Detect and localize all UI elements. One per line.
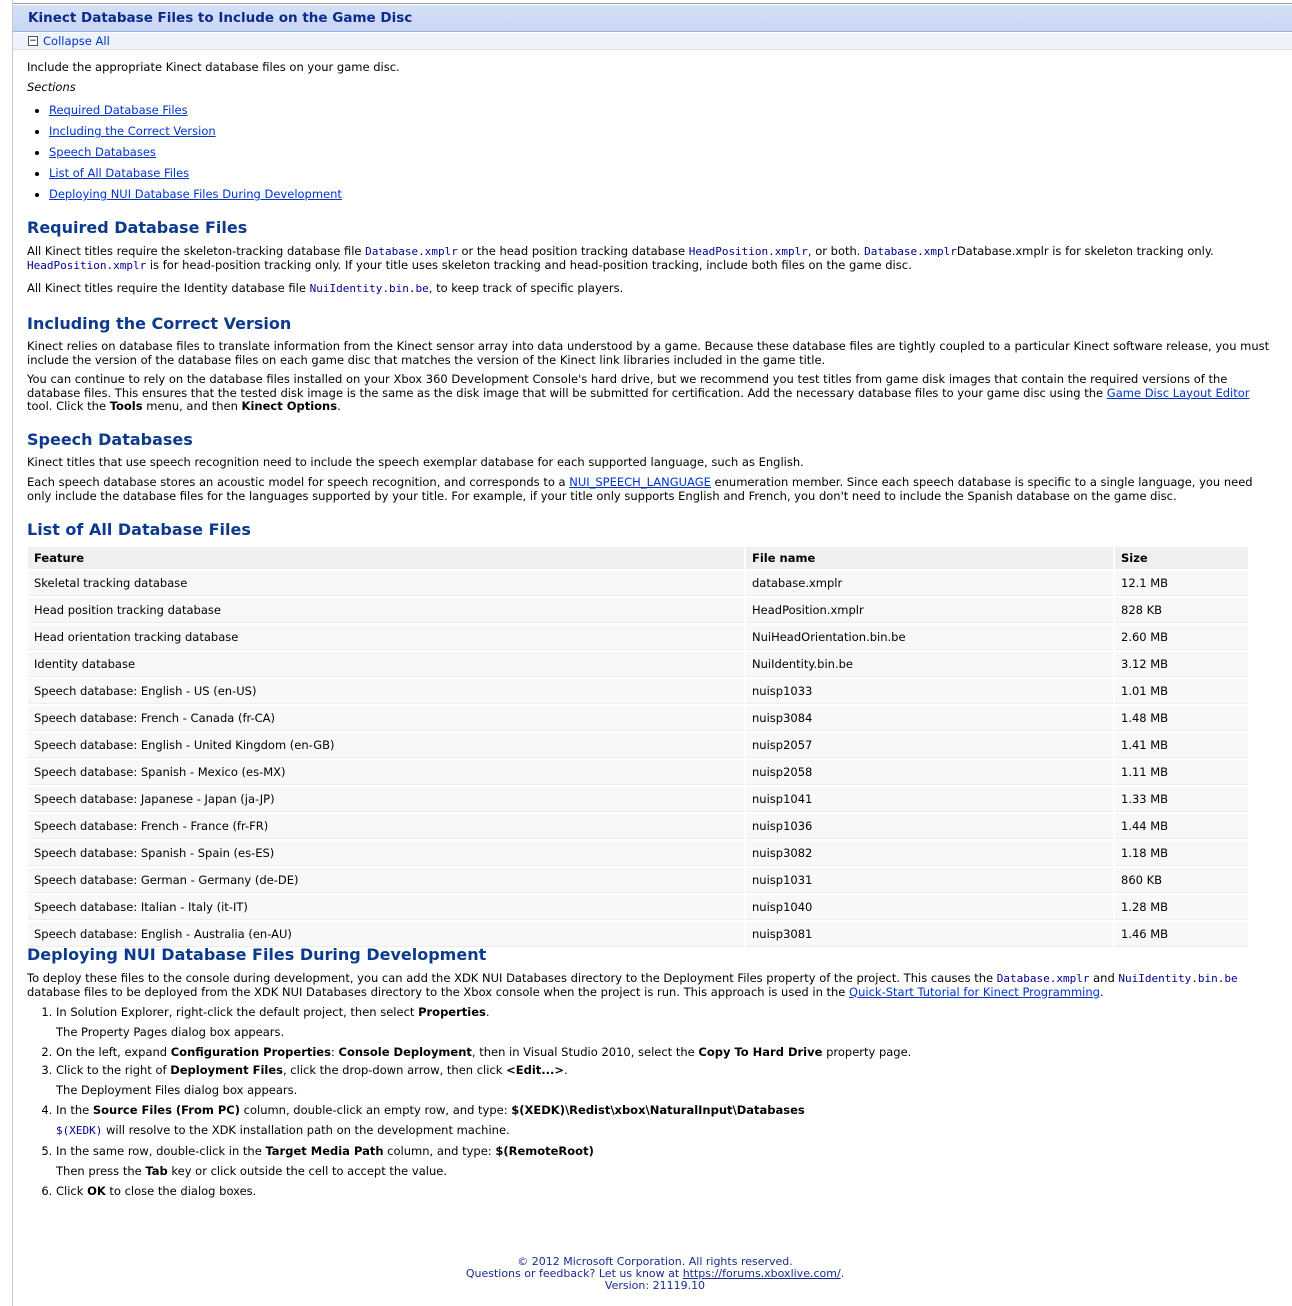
list-item — [49, 103, 649, 124]
collapse-bar — [13, 33, 1292, 50]
table-row — [28, 598, 1248, 623]
bold-run: $(RemoteRoot) — [495, 1144, 594, 1158]
deploy-paragraph-1 — [27, 972, 1277, 999]
code-nuiidentity: NuiIdentity.bin.be — [309, 282, 429, 295]
cell-feature: Speech database: English - Australia (en-AU) — [28, 922, 744, 947]
version-text: Version: 21119.10 — [604, 1279, 706, 1292]
bold-run: <Edit...> — [506, 1063, 564, 1077]
table-row — [28, 652, 1248, 677]
cell-size: 1.11 MB — [1115, 760, 1248, 785]
cell-file-name: NuiHeadOrientation.bin.be — [746, 625, 1113, 650]
cell-file-name: nuisp3082 — [746, 841, 1113, 866]
column-header-file-name: File name — [746, 547, 1113, 569]
code-database-xmplr: Database.xmplr — [365, 245, 458, 258]
text-run: column, and type: — [383, 1144, 496, 1158]
bold-run: Tab — [145, 1164, 168, 1178]
bold-run: Tools — [109, 399, 143, 413]
cell-feature: Head position tracking database — [28, 598, 744, 623]
copyright-text: © 2012 Microsoft Corporation. All rights reserved. — [517, 1255, 793, 1268]
bold-run: Configuration Properties — [170, 1045, 331, 1059]
left-pane-border — [0, 0, 13, 1306]
text-run: Database.xmplr is for skeleton tracking only. — [956, 244, 1214, 258]
page-footer — [0, 1256, 1292, 1292]
text-run: . — [564, 1063, 568, 1077]
table-row — [28, 571, 1248, 596]
column-header-feature: Feature — [28, 547, 744, 569]
cell-file-name: database.xmplr — [746, 571, 1113, 596]
bold-run: Copy To Hard Drive — [698, 1045, 823, 1059]
text-run: column, double-click an empty row, and type: — [239, 1103, 512, 1117]
cell-size: 2.60 MB — [1115, 625, 1248, 650]
cell-size: 828 KB — [1115, 598, 1248, 623]
cell-feature: Speech database: French - France (fr-FR) — [28, 814, 744, 839]
code-database-xmplr: Database.xmplr — [996, 972, 1090, 985]
cell-size: 3.12 MB — [1115, 652, 1248, 677]
section-link-version[interactable]: Including the Correct Version — [49, 124, 216, 138]
heading-version: Including the Correct Version — [27, 314, 292, 333]
cell-feature: Speech database: German - Germany (de-DE) — [28, 868, 744, 893]
cell-feature: Speech database: English - US (en-US) — [28, 679, 744, 704]
text-run: database files to be deployed from the XDK NUI Databases directory to the Xbox console when the project is run. This approach is used in the — [27, 984, 850, 999]
bold-run: Deployment Files — [170, 1063, 283, 1077]
text-run: . — [337, 399, 341, 413]
game-disc-layout-editor-link[interactable]: Game Disc Layout Editor — [1106, 385, 1250, 400]
speech-paragraph-2 — [27, 476, 1277, 503]
cell-feature: Identity database — [28, 652, 744, 677]
cell-size: 1.41 MB — [1115, 733, 1248, 758]
version-paragraph-2 — [27, 373, 1277, 414]
table-row — [28, 814, 1248, 839]
heading-deploying: Deploying NUI Database Files During Development — [27, 945, 487, 964]
text-run: Questions or feedback? Let us know at — [465, 1267, 683, 1280]
list-item — [56, 1005, 1276, 1039]
text-run: . — [485, 1005, 490, 1019]
heading-required: Required Database Files — [27, 218, 248, 237]
table-row — [28, 679, 1248, 704]
text-run: . — [840, 1267, 845, 1280]
cell-feature: Speech database: Italian - Italy (it-IT) — [28, 895, 744, 920]
section-link-required[interactable]: Required Database Files — [49, 103, 188, 117]
cell-feature: Head orientation tracking database — [28, 625, 744, 650]
table-row — [28, 922, 1248, 947]
text-run: Click — [56, 1184, 88, 1198]
step-note — [56, 1123, 1276, 1138]
text-run: enumeration member. Since each speech database is specific to a single language, you need only include the database files for the languages supported by your title. For example, if your title only supports English and French, you don't need to include the Spanish database on the game disc. — [27, 475, 1253, 503]
text-run: , click the drop-down arrow, then click — [282, 1063, 507, 1077]
step-note: The Property Pages dialog box appears. — [56, 1025, 285, 1039]
required-paragraph-2 — [27, 282, 623, 296]
speech-paragraph-1: Kinect titles that use speech recognition need to include the speech exemplar database for each supported language, such as English. — [27, 455, 804, 469]
cell-file-name: nuisp3084 — [746, 706, 1113, 731]
text-run: On the left, expand — [56, 1045, 171, 1059]
list-item — [56, 1144, 1276, 1178]
cell-feature: Speech database: Japanese - Japan (ja-JP) — [28, 787, 744, 812]
list-item — [49, 124, 649, 145]
list-item — [49, 187, 649, 208]
code-database-xmplr: Database.xmplr — [864, 245, 957, 258]
step-note — [56, 1164, 1276, 1178]
heading-list: List of All Database Files — [27, 520, 251, 539]
list-item — [56, 1103, 1276, 1138]
bold-run: Properties — [418, 1005, 486, 1019]
sections-list — [27, 103, 649, 208]
sections-label: Sections — [27, 80, 76, 94]
bold-run: $(XEDK)\Redist\xbox\NaturalInput\Databases — [511, 1103, 805, 1117]
page-title: Kinect Database Files to Include on the Game Disc — [28, 10, 413, 26]
table-header-row — [28, 547, 1248, 569]
table-row — [28, 760, 1248, 785]
text-run: menu, and then — [142, 399, 242, 413]
bold-run: Source Files (From PC) — [92, 1103, 240, 1117]
step-note: The Deployment Files dialog box appears. — [56, 1083, 298, 1097]
cell-file-name: NuiIdentity.bin.be — [746, 652, 1113, 677]
text-run: : — [330, 1045, 339, 1059]
text-run: In the — [56, 1103, 93, 1117]
text-run: property page. — [822, 1045, 912, 1059]
section-link-deploying[interactable]: Deploying NUI Database Files During Development — [49, 187, 342, 201]
database-files-table — [26, 545, 1250, 949]
text-run: In Solution Explorer, right-click the default project, then select — [56, 1005, 419, 1019]
cell-size: 1.33 MB — [1115, 787, 1248, 812]
cell-file-name: nuisp1036 — [746, 814, 1113, 839]
cell-size: 1.18 MB — [1115, 841, 1248, 866]
cell-file-name: nuisp1033 — [746, 679, 1113, 704]
bold-run: Kinect Options — [241, 399, 338, 413]
version-paragraph-1: Kinect relies on database files to translate information from the Kinect sensor array into data understood by a game. Because these database files are tightly coupled to a particular Kinect software release, you must include the version of the database files on each game disc that matches the version of the Kinect link libraries included in the game title. — [27, 339, 1270, 367]
text-run: , to keep track of specific players. — [428, 281, 624, 295]
cell-size: 12.1 MB — [1115, 571, 1248, 596]
cell-feature: Skeletal tracking database — [28, 571, 744, 596]
cell-feature: Speech database: Spanish - Spain (es-ES) — [28, 841, 744, 866]
table-row — [28, 787, 1248, 812]
text-run: is for head-position tracking only. If your title uses skeleton tracking and head-position tracking, include both files on the game disc. — [146, 257, 912, 272]
cell-file-name: nuisp1031 — [746, 868, 1113, 893]
text-run: and — [1089, 971, 1119, 985]
list-item — [56, 1184, 1276, 1198]
cell-feature: Speech database: English - United Kingdom (en-GB) — [28, 733, 744, 758]
code-nuiidentity: NuiIdentity.bin.be — [1118, 972, 1238, 985]
deployment-steps-list — [27, 1005, 1276, 1198]
bold-run: OK — [87, 1184, 106, 1198]
section-link-list[interactable]: List of All Database Files — [49, 166, 190, 180]
list-item — [56, 1063, 1276, 1097]
cell-file-name: nuisp1040 — [746, 895, 1113, 920]
code-headposition-xmplr: HeadPosition.xmplr — [688, 245, 808, 258]
text-run: All Kinect titles require the Identity database file — [27, 281, 310, 295]
intro-text: Include the appropriate Kinect database files on your game disc. — [27, 60, 400, 74]
cell-size: 1.48 MB — [1115, 706, 1248, 731]
cell-file-name: nuisp2058 — [746, 760, 1113, 785]
quick-start-tutorial-link[interactable]: Quick-Start Tutorial for Kinect Programming — [849, 984, 1100, 999]
text-run: To deploy these files to the console during development, you can add the XDK NUI Databases directory to the Deployment Files property of the project. This causes the — [27, 971, 997, 985]
text-run: Each speech database stores an acoustic model for speech recognition, and corresponds to a — [27, 475, 570, 489]
code-headposition-xmplr: HeadPosition.xmplr — [27, 258, 147, 272]
heading-speech: Speech Databases — [27, 430, 193, 449]
cell-size: 1.01 MB — [1115, 679, 1248, 704]
collapse-all-icon[interactable]: − — [29, 36, 37, 46]
text-run: to close the dialog boxes. — [105, 1184, 257, 1198]
cell-size: 860 KB — [1115, 868, 1248, 893]
table-row — [28, 625, 1248, 650]
text-run: You can continue to rely on the database files installed on your Xbox 360 Development Console's hard drive, but we recommend you test titles from game disk images that contain the required versions of the database files. This ensures that the tested disk image is the same as the disk image that will be submitted for certification. Add the necessary database files to your game disc using the — [27, 372, 1228, 400]
cell-file-name: nuisp2057 — [746, 733, 1113, 758]
column-header-size: Size — [1115, 547, 1248, 569]
text-run: , then in Visual Studio 2010, select the — [471, 1045, 699, 1059]
cell-file-name: nuisp3081 — [746, 922, 1113, 947]
list-item — [49, 166, 649, 187]
text-run: or the head position tracking database — [457, 244, 689, 258]
cell-size: 1.44 MB — [1115, 814, 1248, 839]
topic-title-bar — [13, 5, 1292, 32]
table-row — [28, 733, 1248, 758]
table-row — [28, 841, 1248, 866]
text-run: tool. Click the — [27, 399, 110, 413]
nui-speech-language-link[interactable]: NUI_SPEECH_LANGUAGE — [569, 475, 711, 489]
cell-size: 1.46 MB — [1115, 922, 1248, 947]
text-run: will resolve to the XDK installation path on the development machine. — [102, 1123, 510, 1137]
cell-feature: Speech database: French - Canada (fr-CA) — [28, 706, 744, 731]
cell-file-name: nuisp1041 — [746, 787, 1113, 812]
list-item — [56, 1045, 1276, 1059]
cell-feature: Speech database: Spanish - Mexico (es-MX) — [28, 760, 744, 785]
cell-file-name: HeadPosition.xmplr — [746, 598, 1113, 623]
text-run: Then press the — [56, 1164, 146, 1178]
text-run: In the same row, double-click in the — [56, 1144, 266, 1158]
window-top-border — [0, 0, 1292, 4]
table-row — [28, 868, 1248, 893]
code-xedk: $(XEDK) — [56, 1124, 103, 1137]
text-run: key or click outside the cell to accept the value. — [167, 1164, 447, 1178]
bold-run: Console Deployment — [338, 1045, 472, 1059]
table-row — [28, 895, 1248, 920]
collapse-all-link[interactable]: Collapse All — [43, 34, 110, 48]
section-link-speech[interactable]: Speech Databases — [49, 145, 156, 159]
forums-link[interactable]: https://forums.xboxlive.com/ — [682, 1267, 841, 1280]
required-paragraph-1 — [27, 245, 1277, 272]
cell-size: 1.28 MB — [1115, 895, 1248, 920]
text-run: . — [1099, 984, 1104, 999]
list-item — [49, 145, 649, 166]
text-run: , or both. — [807, 244, 865, 258]
table-row — [28, 706, 1248, 731]
text-run: Click to the right of — [56, 1063, 171, 1077]
bold-run: Target Media Path — [265, 1144, 384, 1158]
text-run: All Kinect titles require the skeleton-tracking database file — [27, 244, 366, 258]
